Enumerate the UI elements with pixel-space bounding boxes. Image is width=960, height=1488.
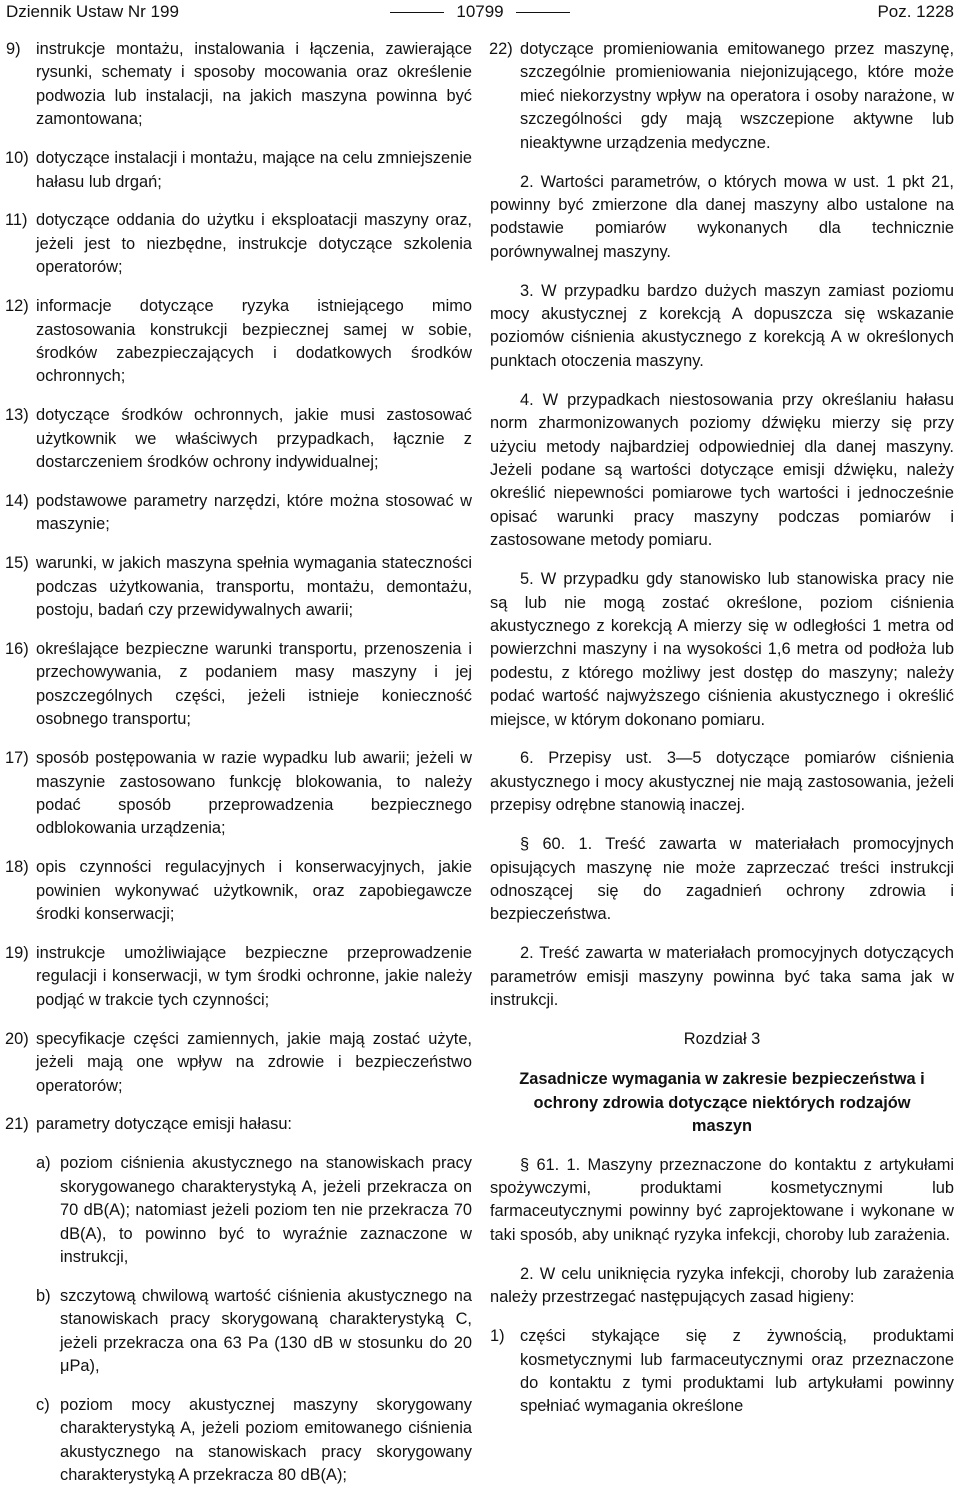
list-number: 19) — [5, 944, 29, 962]
list-item-21 — [6, 1113, 472, 1136]
list-number: 17) — [5, 749, 29, 768]
list-text: sposób postępowania w razie wypadku lub awarii; jeżeli w maszynie zastosowano funkcję blokowania, to należy podać sposób przeprowadzenia bezpiecznego odblokowania urządzenia; — [36, 749, 472, 838]
list-number: 18) — [5, 858, 29, 877]
list-text: dotyczące promieniowania emitowanego przez maszynę, szczególnie promieniowania niejonizującego, które może mieć niekorzystny wpływ na operatora i osoby narażone, w szczególności gdy mają wszczepione aktywne lub nieaktywne urządzenia medyczne. — [520, 40, 954, 152]
list-item-12 — [6, 295, 472, 389]
paragraph-4: 4. W przypadkach niestosowania przy określaniu hałasu norm zharmonizowanych poziomy dźwięku mierzy się przy użyciu metody najbardziej odpowiedniej dla danej maszyny. Jeżeli podane są wartości dotyczące emisji dźwięku, należy określić niepewności pomiarowe tych wartości i jednocześnie opisać warunki pracy maszyny podczas pomiarów i zastosowane metody pomiaru. — [490, 390, 954, 550]
sub-item-c — [6, 1394, 472, 1488]
right-column — [490, 38, 954, 1440]
list-item-10 — [6, 147, 472, 194]
sub-item-b — [6, 1285, 472, 1379]
list-text: parametry dotyczące emisji hałasu: — [36, 1115, 292, 1134]
section-60-2: 2. Treść zawarta w materiałach promocyjnych dotyczących parametrów emisji maszyny powinna być taka sama jak w instrukcji. — [490, 944, 954, 1010]
list-item-16 — [6, 638, 472, 732]
list-text: instrukcje umożliwiające bezpieczne przeprowadzenie regulacji i konserwacji, w tym środki ochronne, jakie należy podjąć w trakcie tych czynności; — [36, 944, 472, 1009]
list-item-22 — [490, 38, 954, 155]
list-text: dotyczące instalacji i montażu, mające na celu zmniejszenie hałasu lub drgań; — [36, 149, 472, 191]
dash-right — [516, 12, 570, 13]
paragraph-2: 2. Wartości parametrów, o których mowa w ust. 1 pkt 21, powinny być zmierzone dla danej maszyny albo ustalone na podstawie pomiarów wykonanych dla technicznie porównywalnej maszyny. — [490, 172, 954, 261]
list-text: informacje dotyczące ryzyka istniejącego mimo zastosowania konstrukcji bezpiecznej samej w sobie, środków zabezpieczających i dodatkowych środków ochronnych; — [36, 297, 472, 386]
section-61-2: 2. W celu uniknięcia ryzyka infekcji, choroby lub zarażenia należy przestrzegać następujących zasad higieny: — [490, 1264, 954, 1307]
paragraph-3: 3. W przypadku bardzo dużych maszyn zamiast poziomu mocy akustycznej z korekcją A dopuszcza się wskazanie poziomów ciśnienia akustycznego z korekcją A w określonych punktach otoczenia maszyny. — [490, 281, 954, 370]
section-61-1: § 61. 1. Maszyny przeznaczone do kontaktu z artykułami spożywczymi, produktami kosmetycznymi lub farmaceutycznymi powinny być zaprojektowane i wykonane w taki sposób, aby uniknąć ryzyka infekcji, choroby lub zarażenia. — [490, 1155, 954, 1244]
position-number: Poz. 1228 — [877, 2, 954, 21]
list-item-14 — [6, 490, 472, 537]
list-text: specyfikacje części zamiennych, jakie mają zostać użyte, jeżeli mają one wpływ na zdrowie i bezpieczeństwo operatorów; — [36, 1029, 472, 1095]
sub-text: poziom mocy akustycznej maszyny skorygowany charakterystyką A, jeżeli poziom emitowanego ciśnienia akustycznego na stanowiskach pracy skorygowany charakterystyką A przekracza 80 dB(A); — [60, 1396, 472, 1485]
list-number: 20) — [5, 1029, 29, 1048]
list-text: dotyczące oddania do użytku i eksploatacji maszyny oraz, jeżeli jest to niezbędne, instrukcje dotyczące szkolenia operatorów; — [36, 211, 472, 277]
page-number: 10799 — [456, 2, 504, 21]
list-item-1 — [490, 1325, 954, 1419]
sub-letter: a) — [36, 1154, 51, 1173]
list-number: 22) — [489, 40, 513, 58]
list-text: dotyczące środków ochronnych, jakie musi zastosować użytkownik we właściwych przypadkach, łącznie z dostarczeniem środków ochrony indywidualnej; — [36, 406, 472, 472]
list-item-15 — [6, 552, 472, 622]
list-number: 15) — [5, 554, 29, 573]
page-header — [6, 0, 954, 24]
list-number: 11) — [5, 211, 28, 230]
list-number: 12) — [5, 297, 29, 316]
list-item-20 — [6, 1028, 472, 1098]
paragraph-5: 5. W przypadku gdy stanowisko lub stanowiska pracy nie są lub nie mogą zostać określone, poziom ciśnienia akustycznego z korekcją A mierzy się w odległości 1 metra od powierzchni maszyny i na wysokości 1,6 metra od podłoża lub podestu, z którego możliwy jest dostęp do maszyny; należy podać wartość najwyższego ciśnienia akustycznego i określić miejsce, w którym dokonano pomiaru. — [490, 570, 954, 729]
list-item-17 — [6, 747, 472, 841]
list-item-11 — [6, 209, 472, 279]
paragraph-6: 6. Przepisy ust. 3—5 dotyczące pomiarów ciśnienia akustycznego i mocy akustycznej nie mają zastosowania, jeżeli przepisy odrębne stanowią inaczej. — [490, 749, 954, 815]
sub-text: poziom ciśnienia akustycznego na stanowiskach pracy skorygowanego charakterystyką A, jeżeli przekracza on 70 dB(A); natomiast jeżeli poziom ten nie przekracza 70 dB(A), to powinno być to wyraźnie zaznaczone w instrukcji, — [60, 1154, 472, 1266]
journal-title: Dziennik Ustaw Nr 199 — [6, 2, 179, 21]
list-number: 1) — [490, 1327, 505, 1346]
left-column — [5, 38, 472, 1485]
list-number: 9) — [6, 40, 21, 58]
list-item-13 — [6, 404, 472, 474]
list-item-9 — [6, 38, 472, 132]
sub-item-a — [6, 1152, 472, 1269]
chapter-title: Rozdział 3 — [683, 1030, 761, 1049]
list-text: części stykające się z żywnością, produktami kosmetycznymi lub farmaceutycznymi oraz przeznaczone do kontaktu z tymi produktami lub artykułami powinny spełniać wymagania określone — [520, 1327, 954, 1416]
list-text: instrukcje montażu, instalowania i łączenia, zawierające rysunki, schematy i sposoby mocowania oraz określenie podwozia lub instalacji, na jakich maszyna powinna być zamontowana; — [36, 40, 472, 129]
list-number: 13) — [5, 406, 29, 425]
list-text: określające bezpieczne warunki transportu, przenoszenia i przechowywania, z podaniem masy maszyny i jej poszczególnych części, jeżeli istnieje konieczność osobnego transportu; — [36, 640, 472, 729]
list-number: 21) — [5, 1115, 29, 1134]
section-60-1: § 60. 1. Treść zawarta w materiałach promocyjnych opisujących maszynę nie może zaprzeczać treści instrukcji odnoszącej się do zagadnień ochrony zdrowia i bezpieczeństwa. — [490, 835, 954, 924]
page-number-block — [6, 0, 954, 24]
list-number: 16) — [5, 640, 29, 659]
sub-letter: b) — [36, 1286, 51, 1305]
list-text: opis czynności regulacyjnych i konserwacyjnych, jakie powinien wykonywać użytkownik, oraz zapobiegawcze środki konserwacji; — [36, 858, 472, 924]
chapter-heading: Zasadnicze wymagania w zakresie bezpieczeństwa i ochrony zdrowia dotyczące niektórych rodzajów maszyn — [519, 1070, 925, 1136]
list-item-19 — [6, 942, 472, 1012]
sub-letter: c) — [36, 1396, 50, 1414]
list-number: 14) — [5, 492, 29, 510]
sub-text: szczytową chwilową wartość ciśnienia akustycznego na stanowiskach pracy skorygowaną charakterystyką C, jeżeli przekracza ona 63 Pa (130 dB w stosunku do 20 μPa), — [60, 1286, 472, 1376]
dash-left — [390, 12, 444, 13]
list-text: podstawowe parametry narzędzi, które można stosować w maszynie; — [36, 492, 472, 534]
list-item-18 — [6, 856, 472, 926]
list-number: 10) — [5, 149, 29, 168]
list-text: warunki, w jakich maszyna spełnia wymagania stateczności podczas użytkowania, transportu, montażu, demontażu, postoju, badań czy przewidywalnych awarii; — [36, 554, 472, 620]
